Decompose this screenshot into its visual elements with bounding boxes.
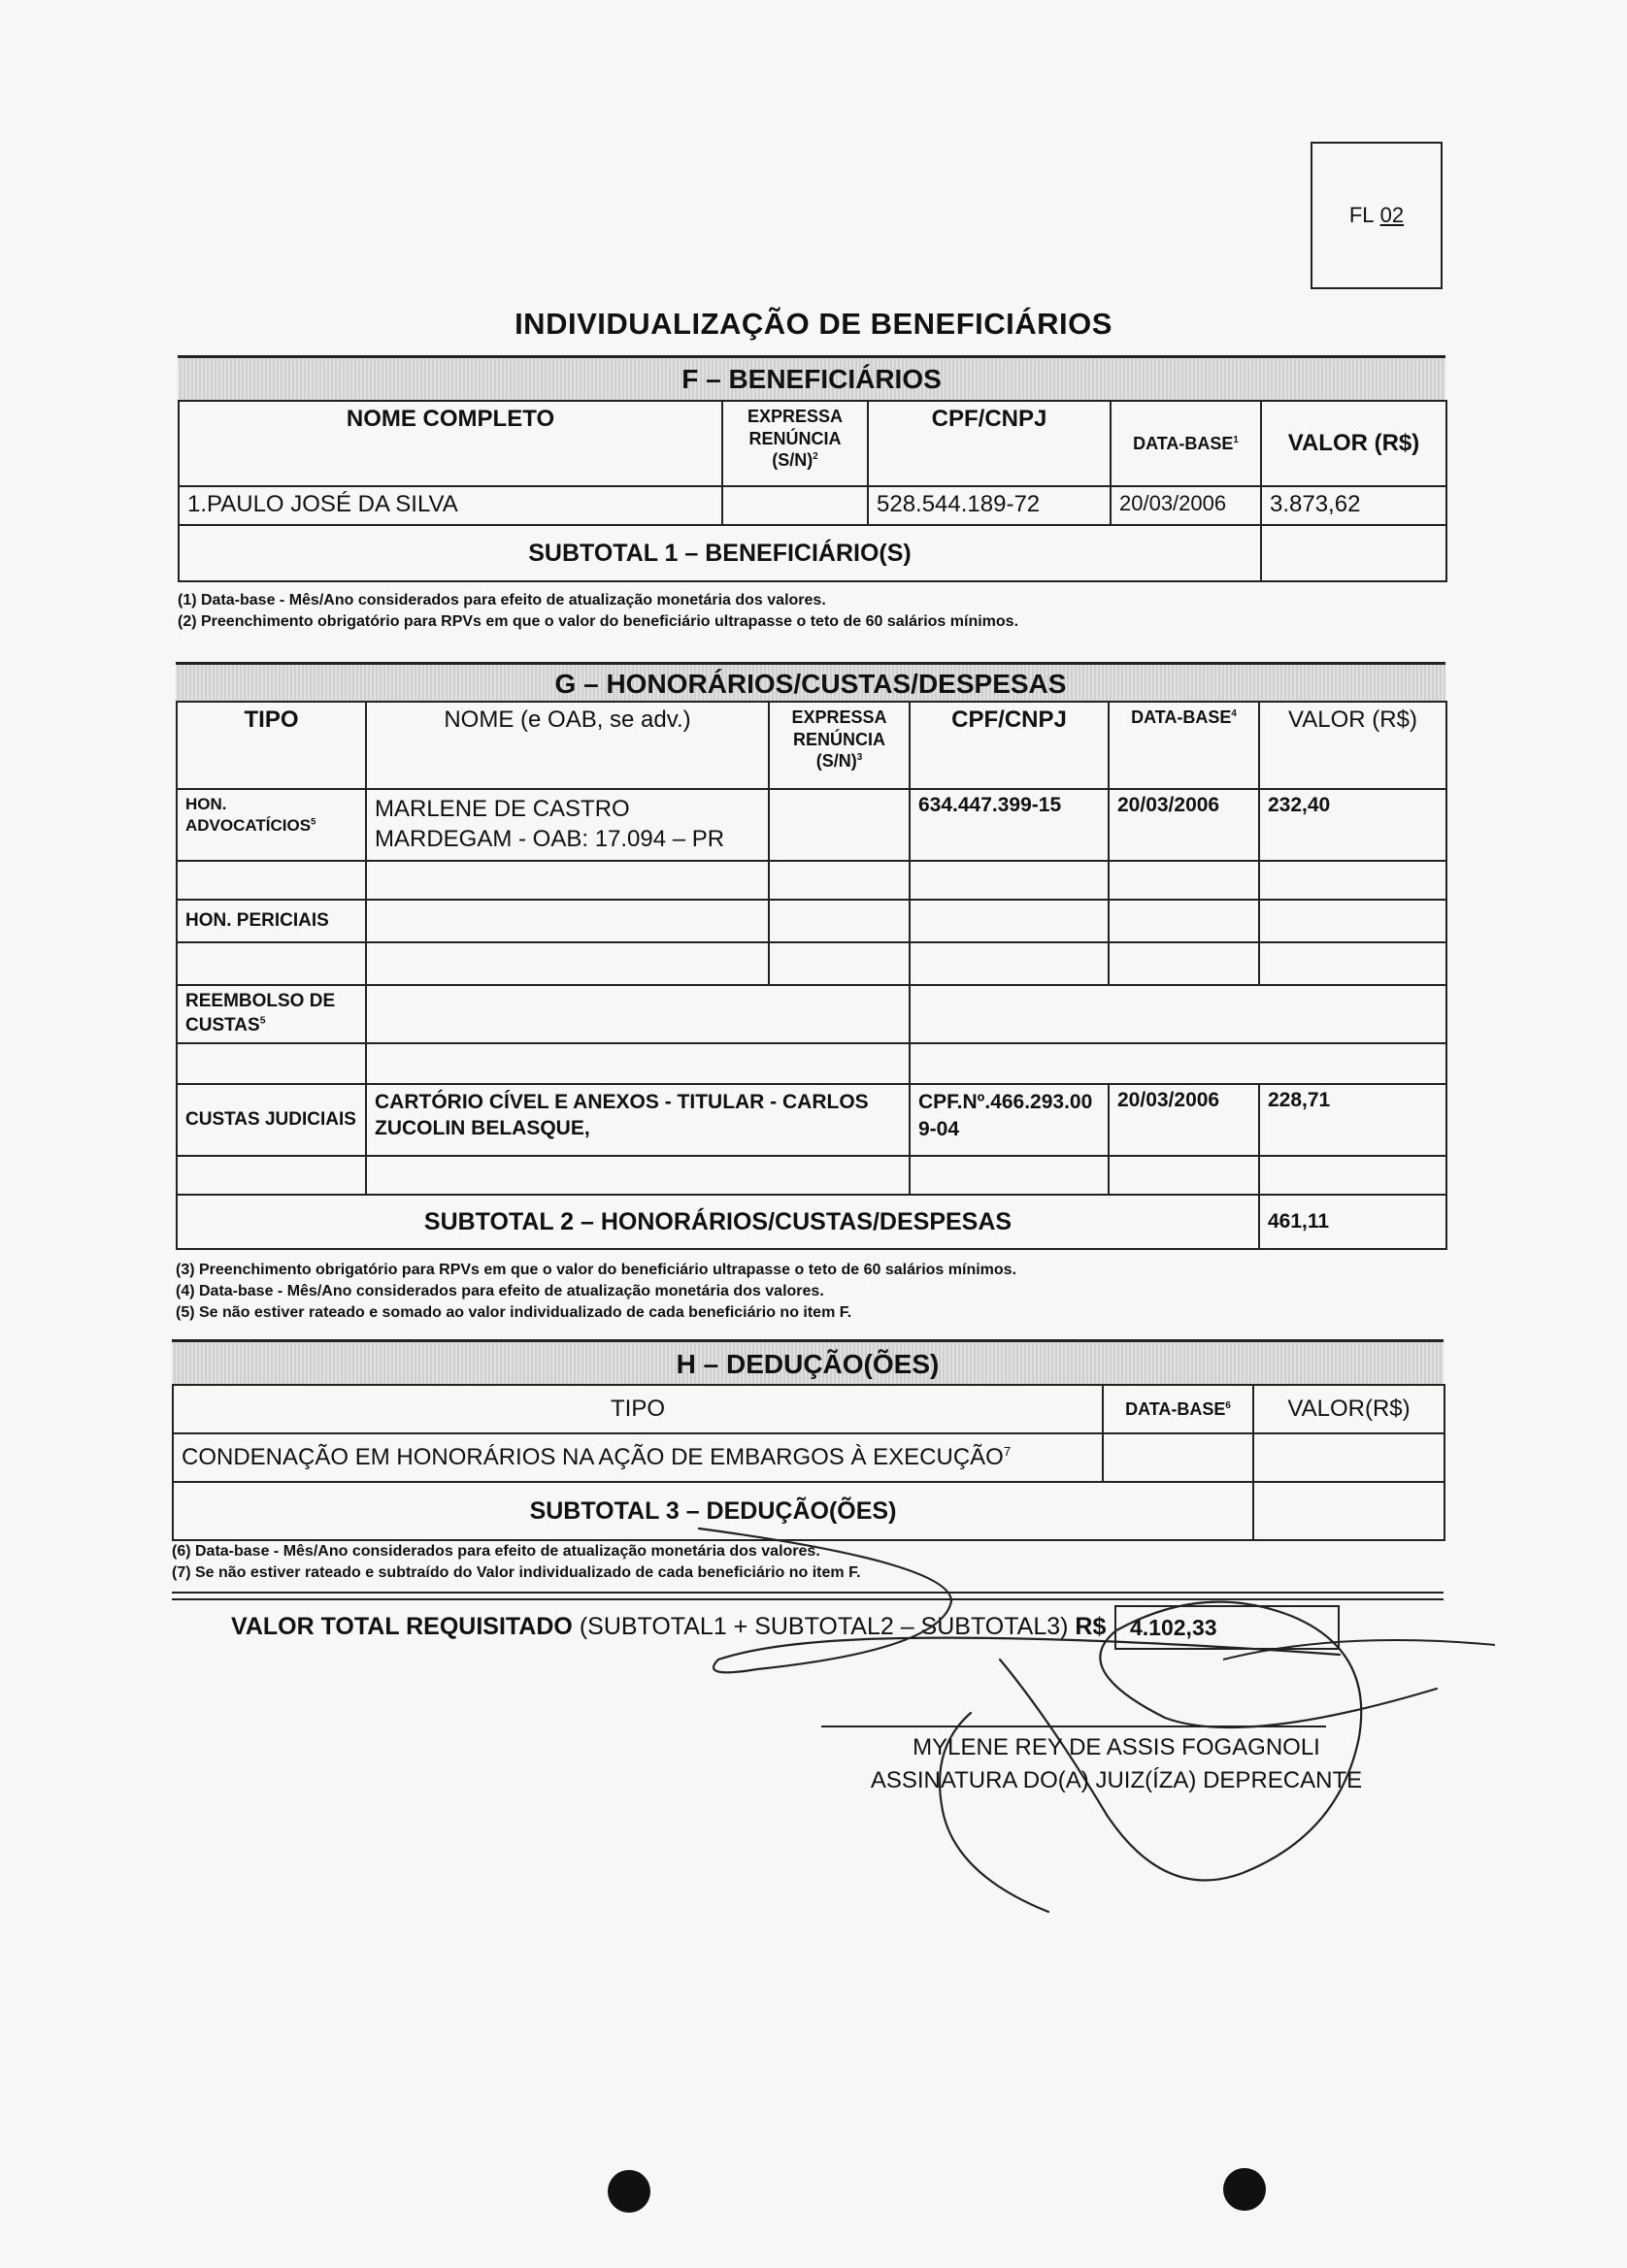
beneficiary-data-base: 20/03/2006	[1111, 486, 1261, 525]
deductions-table	[172, 1384, 1445, 1541]
signer-role: ASSINATURA DO(A) JUIZ(ÍZA) DEPRECANTE	[870, 1767, 1363, 1793]
beneficiaries-table	[178, 400, 1447, 582]
header-valor-h: VALOR(R$)	[1253, 1385, 1444, 1433]
table-row	[179, 486, 1446, 525]
header-valor-g: VALOR (R$)	[1259, 702, 1446, 789]
document-title: INDIVIDUALIZAÇÃO DE BENEFICIÁRIOS	[515, 307, 1112, 341]
subtotal-1-label: SUBTOTAL 1 – BENEFICIÁRIO(S)	[179, 525, 1261, 581]
beneficiary-cpf: 528.544.189-72	[868, 486, 1111, 525]
beneficiary-renuncia	[722, 486, 868, 525]
footnote-ref-3: 3	[856, 752, 863, 763]
footnote-ref-7: 7	[1003, 1444, 1012, 1459]
punch-hole-right	[1223, 2168, 1266, 2211]
hon-advocaticios-valor: 232,40	[1259, 789, 1446, 861]
section-g-notes	[176, 1260, 1457, 1324]
subtotal-2-value: 461,11	[1259, 1195, 1446, 1249]
section-h-heading	[172, 1339, 1444, 1386]
hon-advocaticios-cpf: 634.447.399-15	[910, 789, 1109, 861]
header-data-base-text: DATA-BASE	[1133, 433, 1234, 453]
footnote-5: (5) Se não estiver rateado e somado ao valor individualizado de cada beneficiário no item F.	[176, 1304, 852, 1321]
footnote-ref-4: 4	[1231, 708, 1237, 719]
subtotal-1-value	[1261, 525, 1446, 581]
deduction-tipo-text: CONDENAÇÃO EM HONORÁRIOS NA AÇÃO DE EMBARGOS À EXECUÇÃO	[182, 1444, 1004, 1470]
header-expressa-renuncia-g	[769, 702, 910, 789]
header-nome-completo: NOME COMPLETO	[179, 401, 722, 486]
header-data-base-h	[1103, 1385, 1253, 1433]
page-number-label: FL	[1348, 203, 1375, 227]
hon-advocaticios-renuncia	[769, 789, 910, 861]
section-g-heading-text: G – HONORÁRIOS/CUSTAS/DESPESAS	[554, 669, 1067, 699]
tipo-hon-periciais: HON. PERICIAIS	[177, 900, 366, 942]
hon-advocaticios-nome: MARLENE DE CASTRO MARDEGAM - OAB: 17.094 – PR	[366, 789, 769, 861]
header-data-base-g-text: DATA-BASE	[1131, 707, 1232, 727]
table-row	[177, 789, 1446, 861]
header-data-base-g	[1109, 702, 1259, 789]
table-row	[177, 1084, 1446, 1156]
fees-table	[176, 701, 1447, 1250]
section-f-heading-text: F – BENEFICIÁRIOS	[681, 364, 942, 394]
page-number-box	[1311, 142, 1443, 289]
custas-judiciais-data-base: 20/03/2006	[1109, 1084, 1259, 1156]
table-row	[177, 985, 1446, 1043]
footnote-ref-5a: 5	[311, 816, 316, 827]
footnote-4: (4) Data-base - Mês/Ano considerados para efeito de atualização monetária dos valores.	[176, 1283, 824, 1299]
footnote-7: (7) Se não estiver rateado e subtraído do Valor individualizado de cada beneficiário no item F.	[172, 1564, 861, 1581]
beneficiary-name: 1.PAULO JOSÉ DA SILVA	[179, 486, 722, 525]
custas-judiciais-cpf: CPF.Nº.466.293.009-04	[910, 1084, 1109, 1156]
handwritten-signature	[660, 1524, 1534, 1931]
signature-line	[821, 1726, 1326, 1727]
custas-judiciais-valor: 228,71	[1259, 1084, 1446, 1156]
deduction-data-base	[1103, 1433, 1253, 1482]
header-expressa-renuncia-text: EXPRESSA RENÚNCIA (S/N)	[747, 407, 844, 470]
footnote-ref-2: 2	[813, 451, 818, 462]
tipo-hon-advocaticios-text: HON. ADVOCATÍCIOS	[185, 795, 312, 836]
total-formula: (SUBTOTAL1 + SUBTOTAL2 – SUBTOTAL3)	[579, 1613, 1069, 1640]
footnote-2: (2) Preenchimento obrigatório para RPVs em que o valor do beneficiário ultrapasse o teto de 60 salários mínimos.	[178, 613, 1019, 630]
custas-judiciais-nome: CARTÓRIO CÍVEL E ANEXOS - TITULAR - CARLOS ZUCOLIN BELASQUE,	[366, 1084, 910, 1156]
header-cpf-cnpj-g: CPF/CNPJ	[910, 702, 1109, 789]
footnote-ref-5b: 5	[259, 1015, 266, 1027]
header-tipo-h: TIPO	[173, 1385, 1103, 1433]
header-valor: VALOR (R$)	[1261, 401, 1446, 486]
tipo-custas-judiciais: CUSTAS JUDICIAIS	[177, 1084, 366, 1156]
section-h-heading-text: H – DEDUÇÃO(ÕES)	[676, 1349, 940, 1379]
header-data-base-h-text: DATA-BASE	[1125, 1398, 1226, 1419]
header-tipo: TIPO	[177, 702, 366, 789]
header-data-base	[1111, 401, 1261, 486]
header-expressa-renuncia-g-text: EXPRESSA RENÚNCIA (S/N)	[791, 707, 887, 771]
footnote-ref-1: 1	[1233, 434, 1239, 445]
total-value: 4.102,33	[1130, 1615, 1217, 1640]
deduction-valor	[1253, 1433, 1444, 1482]
total-label: VALOR TOTAL REQUISITADO	[231, 1613, 573, 1640]
header-cpf-cnpj: CPF/CNPJ	[868, 401, 1111, 486]
table-row	[177, 1043, 1446, 1084]
table-row	[177, 1156, 1446, 1195]
deduction-tipo	[173, 1433, 1103, 1482]
signer-name: MYLENE REY DE ASSIS FOGAGNOLI	[913, 1734, 1320, 1760]
table-row	[177, 942, 1446, 985]
hon-advocaticios-data-base: 20/03/2006	[1109, 789, 1259, 861]
tipo-reembolso-custas	[177, 985, 366, 1043]
section-f-notes	[178, 590, 1459, 633]
signature-block	[835, 1731, 1398, 1797]
tipo-hon-advocaticios	[177, 789, 366, 861]
footnote-3: (3) Preenchimento obrigatório para RPVs em que o valor do beneficiário ultrapasse o teto de 60 salários mínimos.	[176, 1262, 1017, 1278]
section-f-heading	[178, 355, 1445, 402]
punch-hole-left	[608, 2170, 650, 2213]
table-row	[173, 1433, 1444, 1482]
subtotal-2-label: SUBTOTAL 2 – HONORÁRIOS/CUSTAS/DESPESAS	[177, 1195, 1259, 1249]
page-number-value: 02	[1379, 203, 1405, 227]
total-currency: R$	[1075, 1613, 1107, 1640]
section-g-heading	[176, 662, 1445, 703]
tipo-reembolso-custas-text: REEMBOLSO DE CUSTAS	[185, 991, 336, 1035]
table-row	[177, 900, 1446, 942]
footnote-6: (6) Data-base - Mês/Ano considerados para efeito de atualização monetária dos valores.	[172, 1543, 820, 1560]
subtotal-3-label: SUBTOTAL 3 – DEDUÇÃO(ÕES)	[173, 1482, 1253, 1540]
header-nome-oab: NOME (e OAB, se adv.)	[366, 702, 769, 789]
table-row	[177, 861, 1446, 900]
footnote-1: (1) Data-base - Mês/Ano considerados para efeito de atualização monetária dos valores.	[178, 592, 826, 608]
footnote-ref-6: 6	[1225, 1399, 1231, 1411]
beneficiary-valor: 3.873,62	[1261, 486, 1446, 525]
header-expressa-renuncia	[722, 401, 868, 486]
